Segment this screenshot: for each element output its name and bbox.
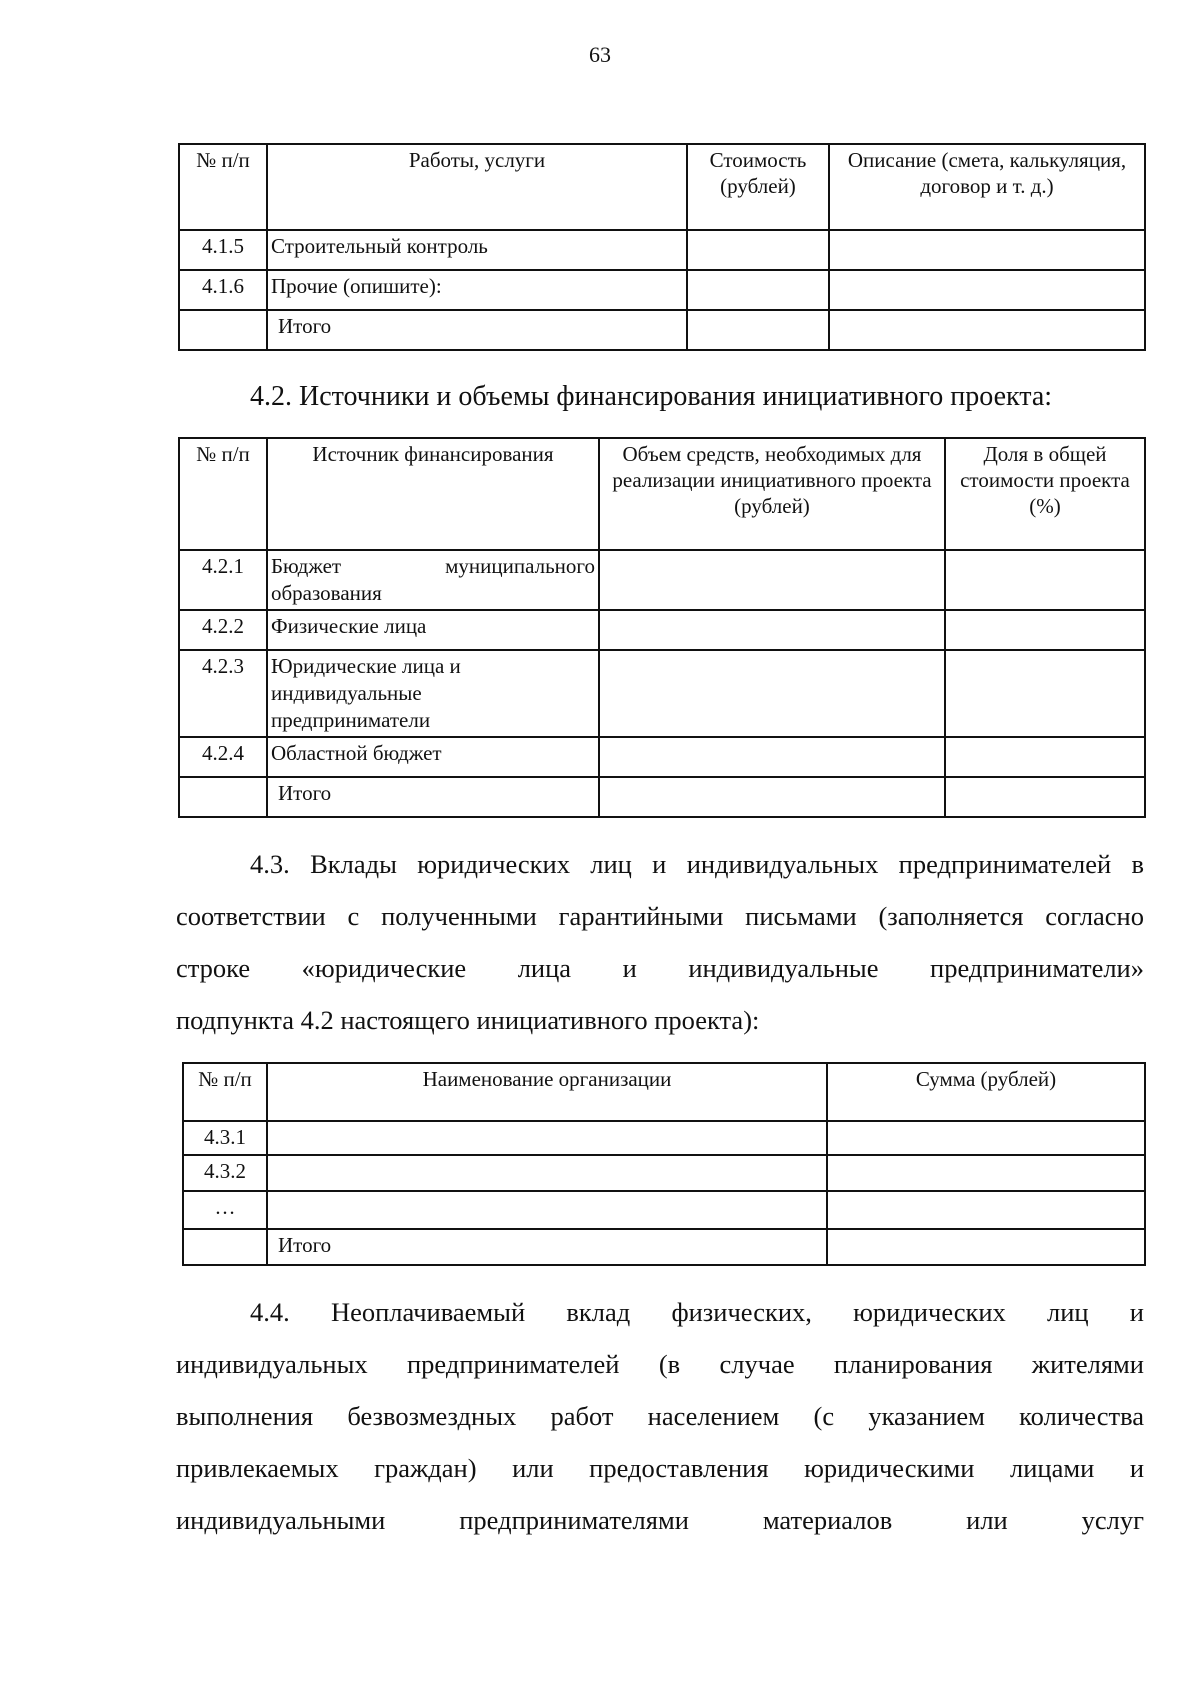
table-row bbox=[183, 1191, 1145, 1229]
row-name bbox=[267, 550, 599, 610]
table-row bbox=[179, 230, 1145, 270]
row-name: Областной бюджет bbox=[267, 737, 599, 777]
description-cell[interactable] bbox=[829, 270, 1145, 310]
row-number bbox=[179, 777, 267, 817]
row-number: 4.2.2 bbox=[179, 610, 267, 650]
section-paragraph-4-3 bbox=[176, 838, 1144, 1046]
table-header-row bbox=[183, 1063, 1145, 1121]
row-number: 4.2.4 bbox=[179, 737, 267, 777]
row-name-text: Бюджет муниципального образования bbox=[271, 554, 595, 605]
column-header-number: № п/п bbox=[179, 438, 267, 550]
paragraph-line: индивидуальными предпринимателями материалов или услуг bbox=[176, 1505, 1144, 1535]
row-name: Строительный контроль bbox=[267, 230, 687, 270]
table-row bbox=[183, 1155, 1145, 1191]
row-number: 4.1.5 bbox=[179, 230, 267, 270]
table-row-total bbox=[179, 777, 1145, 817]
row-name-text: Юридические лица и индивидуальные предприниматели bbox=[271, 654, 461, 732]
table-row bbox=[179, 610, 1145, 650]
table-row-total bbox=[183, 1229, 1145, 1265]
column-header-number: № п/п bbox=[183, 1063, 267, 1121]
column-header-number: № п/п bbox=[179, 144, 267, 230]
column-header-sum: Сумма (рублей) bbox=[827, 1063, 1145, 1121]
organization-cell[interactable] bbox=[267, 1191, 827, 1229]
row-number bbox=[183, 1229, 267, 1265]
cost-cell[interactable] bbox=[687, 310, 829, 350]
volume-cell[interactable] bbox=[599, 737, 945, 777]
share-cell[interactable] bbox=[945, 737, 1145, 777]
table-header-row bbox=[179, 144, 1145, 230]
organization-cell[interactable] bbox=[267, 1155, 827, 1191]
sum-cell[interactable] bbox=[827, 1121, 1145, 1155]
paragraph-line: 4.4. Неоплачиваемый вклад физических, юридических лиц и bbox=[250, 1297, 1144, 1327]
row-number: 4.3.2 bbox=[183, 1155, 267, 1191]
page-number: 63 bbox=[589, 42, 611, 67]
total-label: Итого bbox=[267, 1229, 827, 1265]
table-row bbox=[179, 650, 1145, 737]
paragraph-line: соответствии с полученными гарантийными письмами (заполняется согласно bbox=[176, 901, 1144, 931]
column-header-description: Описание (смета, калькуляция, договор и т. д.) bbox=[829, 144, 1145, 230]
volume-cell[interactable] bbox=[599, 650, 945, 737]
total-label: Итого bbox=[267, 310, 687, 350]
cost-cell[interactable] bbox=[687, 270, 829, 310]
paragraph-line: строке «юридические лица и индивидуальные предприниматели» bbox=[176, 953, 1144, 983]
paragraph-line: 4.3. Вклады юридических лиц и индивидуальных предпринимателей в bbox=[250, 849, 1144, 879]
description-cell[interactable] bbox=[829, 230, 1145, 270]
sum-cell[interactable] bbox=[827, 1229, 1145, 1265]
row-number bbox=[179, 310, 267, 350]
column-header-works: Работы, услуги bbox=[267, 144, 687, 230]
paragraph-line: индивидуальных предпринимателей (в случае планирования жителями bbox=[176, 1349, 1144, 1379]
works-services-table bbox=[178, 143, 1146, 351]
sum-cell[interactable] bbox=[827, 1155, 1145, 1191]
column-header-share: Доля в общей стоимости проекта (%) bbox=[945, 438, 1145, 550]
share-cell[interactable] bbox=[945, 610, 1145, 650]
row-number: 4.2.1 bbox=[179, 550, 267, 610]
table-row bbox=[179, 270, 1145, 310]
share-cell[interactable] bbox=[945, 777, 1145, 817]
table-row bbox=[183, 1121, 1145, 1155]
table-row bbox=[179, 550, 1145, 610]
organization-cell[interactable] bbox=[267, 1121, 827, 1155]
row-number: 4.3.1 bbox=[183, 1121, 267, 1155]
row-name bbox=[267, 650, 599, 737]
section-paragraph-4-4 bbox=[176, 1286, 1144, 1546]
row-name: Прочие (опишите): bbox=[267, 270, 687, 310]
section-heading-4-2: 4.2. Источники и объемы финансирования инициативного проекта: bbox=[250, 381, 1053, 412]
volume-cell[interactable] bbox=[599, 610, 945, 650]
contributions-table bbox=[182, 1062, 1146, 1266]
row-number: 4.2.3 bbox=[179, 650, 267, 737]
column-header-volume: Объем средств, необходимых для реализации инициативного проекта (рублей) bbox=[599, 438, 945, 550]
column-header-source: Источник финансирования bbox=[267, 438, 599, 550]
table-header-row bbox=[179, 438, 1145, 550]
table-row-total bbox=[179, 310, 1145, 350]
share-cell[interactable] bbox=[945, 650, 1145, 737]
paragraph-line: подпункта 4.2 настоящего инициативного проекта): bbox=[176, 1005, 760, 1035]
row-number: 4.1.6 bbox=[179, 270, 267, 310]
volume-cell[interactable] bbox=[599, 550, 945, 610]
column-header-cost: Стоимость (рублей) bbox=[687, 144, 829, 230]
cost-cell[interactable] bbox=[687, 230, 829, 270]
total-label: Итого bbox=[267, 777, 599, 817]
share-cell[interactable] bbox=[945, 550, 1145, 610]
description-cell[interactable] bbox=[829, 310, 1145, 350]
row-number: … bbox=[183, 1191, 267, 1229]
volume-cell[interactable] bbox=[599, 777, 945, 817]
column-header-organization: Наименование организации bbox=[267, 1063, 827, 1121]
row-name: Физические лица bbox=[267, 610, 599, 650]
paragraph-line: привлекаемых граждан) или предоставления юридическими лицами и bbox=[176, 1453, 1144, 1483]
table-row bbox=[179, 737, 1145, 777]
paragraph-line: выполнения безвозмездных работ населением (с указанием количества bbox=[176, 1401, 1144, 1431]
sum-cell[interactable] bbox=[827, 1191, 1145, 1229]
funding-sources-table bbox=[178, 437, 1146, 818]
